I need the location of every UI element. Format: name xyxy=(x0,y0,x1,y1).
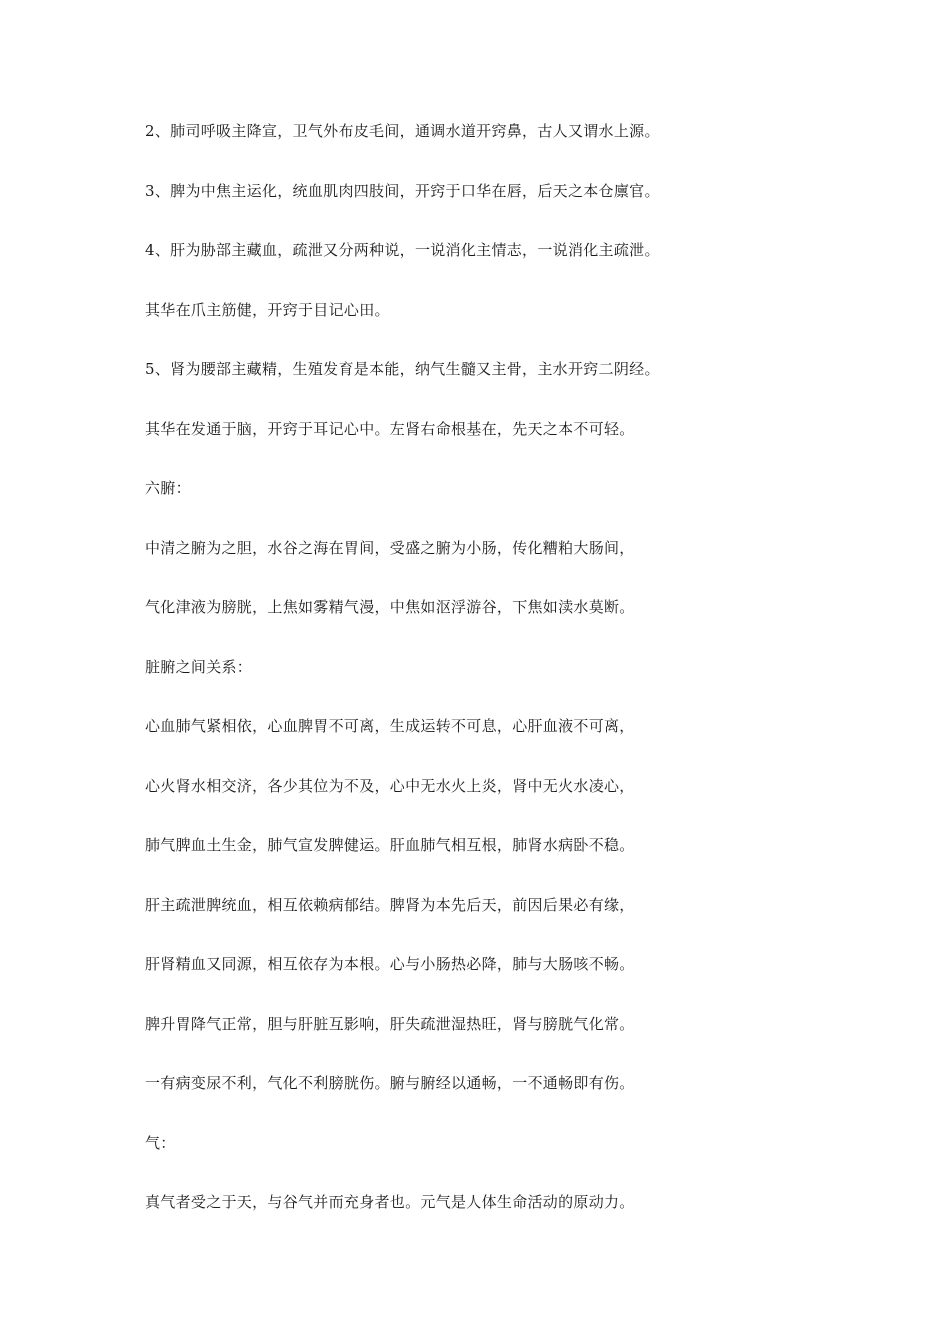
text-line: 脾升胃降气正常，胆与肝脏互影响，肝失疏泄湿热旺，肾与膀胱气化常。 xyxy=(145,1014,635,1033)
section-heading: 六腑： xyxy=(145,479,191,497)
text-line: 气化津液为膀胱，上焦如雾精气漫，中焦如沤浮游谷，下焦如渎水莫断。 xyxy=(145,598,635,616)
text-line: 肺气脾血土生金，肺气宣发脾健运。肝血肺气相互根，肺肾水病卧不稳。 xyxy=(145,836,635,854)
text-line: 其华在发通于脑，开窍于耳记心中。左肾右命根基在，先天之本不可轻。 xyxy=(145,419,635,438)
text-line: 肝肾精血又同源，相互依存为本根。心与小肠热必降，肺与大肠咳不畅。 xyxy=(145,955,635,973)
text-line: 真气者受之于天，与谷气并而充身者也。元气是人体生命活动的原动力。 xyxy=(145,1193,635,1211)
text-line: 心血肺气紧相依，心血脾胃不可离，生成运转不可息，心肝血液不可离， xyxy=(145,717,635,735)
text-line: 心火肾水相交济，各少其位为不及，心中无水火上炎，肾中无火水凌心， xyxy=(145,776,635,795)
text-line: 肝主疏泄脾统血，相互依赖病郁结。脾肾为本先后天，前因后果必有缘， xyxy=(145,895,635,914)
text-line: 5、肾为腰部主藏精，生殖发育是本能，纳气生髓又主骨，主水开窍二阴经。 xyxy=(145,360,660,378)
document-body xyxy=(145,121,845,1252)
text-line: 3、脾为中焦主运化，统血肌肉四肢间，开窍于口华在唇，后天之本仓廪官。 xyxy=(145,181,660,200)
section-heading: 气： xyxy=(145,1133,176,1152)
text-line: 中清之腑为之胆，水谷之海在胃间，受盛之腑为小肠，传化糟粕大肠间， xyxy=(145,538,635,557)
section-heading: 脏腑之间关系： xyxy=(145,657,253,676)
text-line: 2、肺司呼吸主降宣，卫气外布皮毛间，通调水道开窍鼻，古人又谓水上源。 xyxy=(145,122,660,140)
text-line: 其华在爪主筋健，开窍于目记心田。 xyxy=(145,300,390,319)
text-line: 一有病变尿不利，气化不利膀胱伤。腑与腑经以通畅，一不通畅即有伤。 xyxy=(145,1074,635,1092)
text-line: 4、肝为胁部主藏血，疏泄又分两种说，一说消化主情志，一说消化主疏泄。 xyxy=(145,241,660,259)
